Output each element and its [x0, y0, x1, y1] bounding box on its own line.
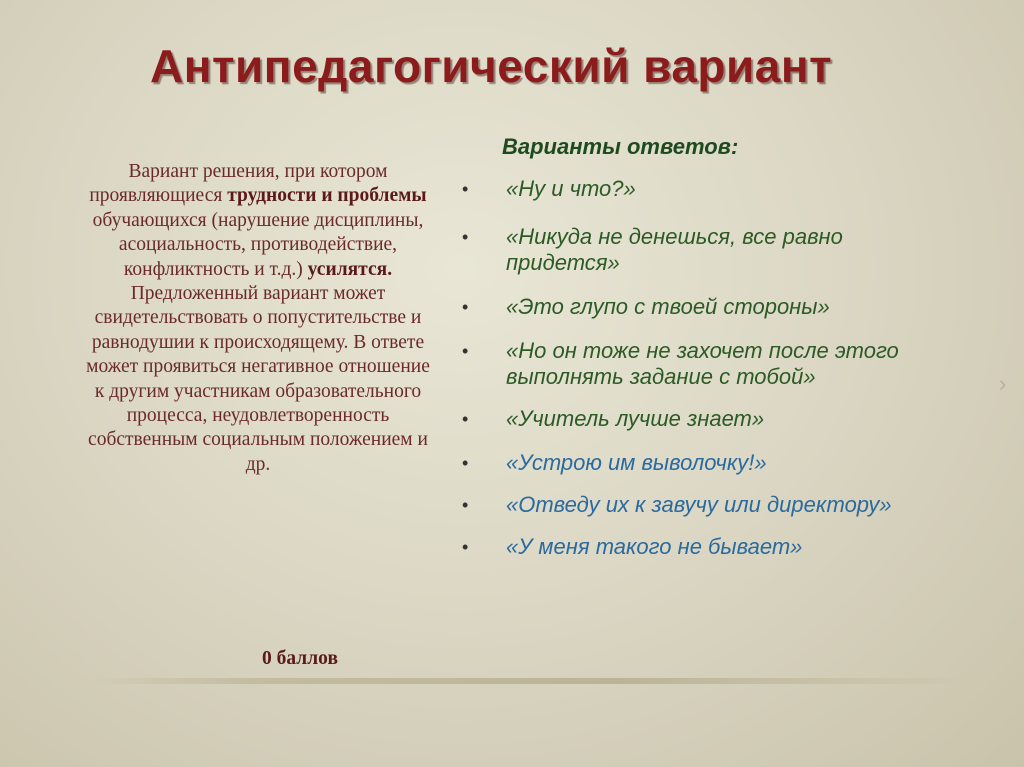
answer-text: «Это глупо с твоей стороны» [506, 294, 830, 319]
description-part-3: Предложенный вариант может свидетельствовать о попустительстве и равнодушии к происходящему. В ответе может проявиться негативное отношение к другим участникам образовательного процесса, неудовлетворенность собственным социальным положением и др. [86, 283, 430, 475]
description-part-1: Вариант решения, при котором проявляющиеся [89, 161, 388, 207]
answer-text: «Ну и что?» [506, 176, 636, 201]
bullet-icon: • [462, 537, 469, 557]
answer-text: «Никуда не денешься, все равно придется» [506, 224, 843, 275]
answer-text: «Учитель лучше знает» [506, 406, 765, 431]
bullet-icon: • [462, 341, 469, 361]
answer-item [462, 294, 982, 320]
description-bold-2: усилятся. [307, 258, 393, 280]
answer-text: «Отведу их к завучу или директору» [506, 492, 892, 517]
description-text [80, 160, 436, 477]
bullet-icon: • [462, 409, 469, 429]
answer-item [462, 224, 982, 276]
answer-item [462, 492, 982, 518]
slide-title: Антипедагогический вариант [150, 40, 833, 92]
answer-text: «Устрою им выволочку!» [506, 450, 767, 475]
bullet-icon: • [462, 227, 469, 247]
description-part-2: обучающихся (нарушение дисциплины, асоциальность, противодействие, конфликтность и т.д.) [92, 209, 424, 280]
answer-text: «У меня такого не бывает» [506, 534, 803, 559]
answer-text: «Но он тоже не захочет после этого выполнять задание с тобой» [506, 338, 899, 389]
answer-item [462, 450, 982, 476]
bullet-icon: • [462, 495, 469, 515]
score-label: 0 баллов [262, 648, 338, 669]
answer-item [462, 406, 982, 432]
answers-heading: Варианты ответов: [502, 134, 739, 159]
answer-item [462, 534, 982, 560]
bullet-icon: • [462, 179, 469, 199]
bullet-icon: • [462, 297, 469, 317]
answer-item [462, 176, 982, 202]
bullet-icon: • [462, 453, 469, 473]
answer-item [462, 338, 982, 390]
divider-line [90, 678, 970, 684]
chevron-right-icon[interactable]: › [999, 371, 1007, 396]
description-bold-1: трудности и проблемы [227, 185, 427, 207]
